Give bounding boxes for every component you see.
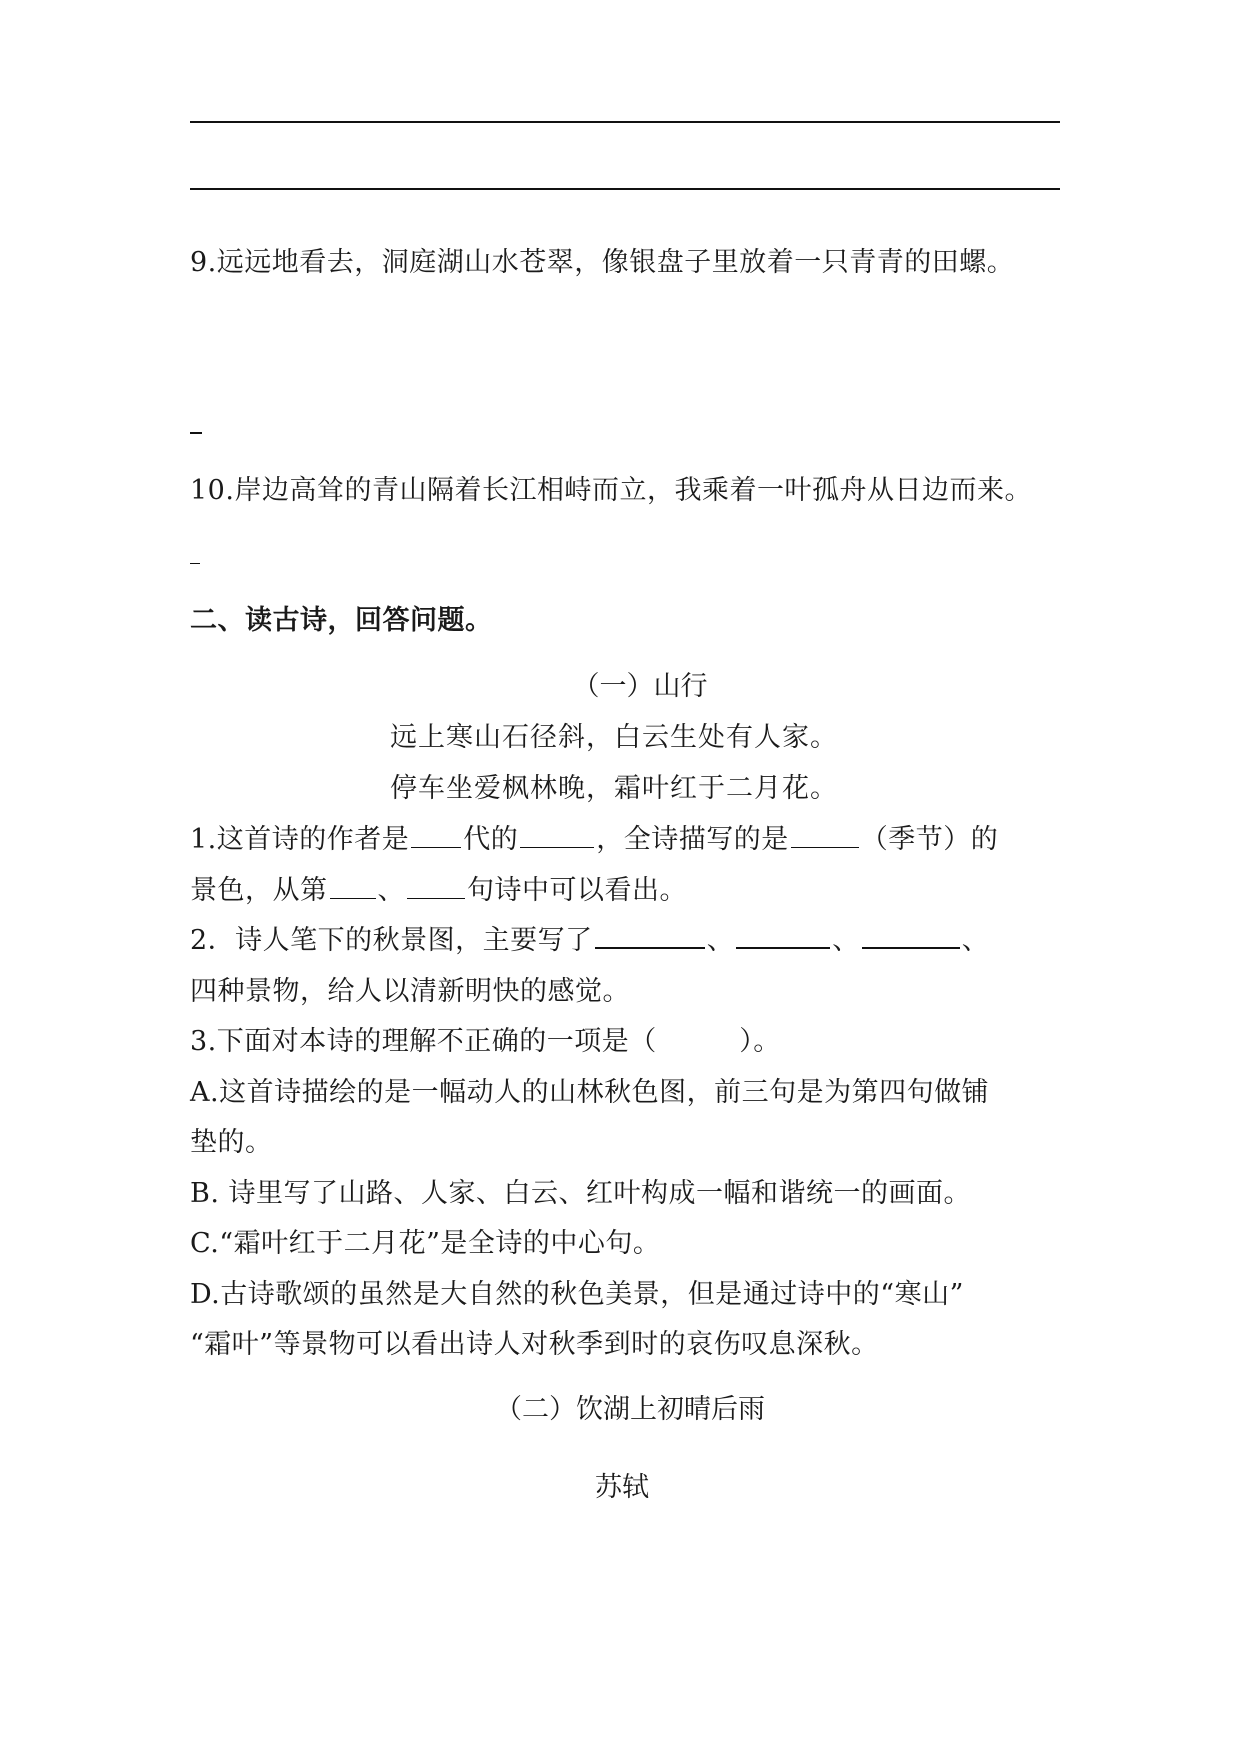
blank-line-num-2[interactable] bbox=[407, 872, 465, 899]
answer-dash-10 bbox=[190, 563, 200, 564]
option-c: C.“霜叶红于二月花”是全诗的中心句。 bbox=[190, 1228, 661, 1259]
option-d-line-2: “霜叶”等景物可以看出诗人对秋季到时的哀伤叹息深秋。 bbox=[190, 1329, 879, 1360]
q2-sep-2: 、 bbox=[832, 925, 860, 956]
blank-dynasty[interactable] bbox=[411, 821, 461, 848]
question-2-line-2: 四种景物，给人以清新明快的感觉。 bbox=[190, 976, 630, 1007]
blank-scenery-1[interactable] bbox=[595, 921, 705, 949]
blank-author[interactable] bbox=[520, 821, 594, 848]
poem-1-line-1: 远上寒山石径斜，白云生处有人家。 bbox=[390, 722, 838, 753]
question-3: 3.下面对本诗的理解不正确的一项是（ ）。 bbox=[190, 1026, 781, 1057]
option-d-line-1: D.古诗歌颂的虽然是大自然的秋色美景，但是通过诗中的“寒山” bbox=[190, 1279, 964, 1310]
q1-text-f: 、 bbox=[377, 875, 405, 906]
question-1-line-2 bbox=[190, 871, 687, 911]
poem-1-title: （一）山行 bbox=[572, 671, 708, 702]
q1-text-g: 句诗中可以看出。 bbox=[467, 875, 687, 906]
option-a-line-2: 垫的。 bbox=[190, 1127, 273, 1158]
question-2-line-1 bbox=[190, 921, 989, 961]
answer-line-2 bbox=[190, 188, 1060, 190]
q2-sep-1: 、 bbox=[706, 925, 735, 956]
question-10: 10.岸边高耸的青山隔着长江相峙而立，我乘着一叶孤舟从日边而来。 bbox=[190, 475, 1032, 506]
poem-2-author: 苏轼 bbox=[595, 1472, 649, 1503]
blank-scenery-3[interactable] bbox=[862, 921, 960, 949]
answer-dash-9 bbox=[190, 432, 202, 434]
question-1-line-1 bbox=[190, 820, 998, 860]
q1-text-e: 景色，从第 bbox=[190, 875, 328, 906]
blank-scenery-2[interactable] bbox=[736, 921, 830, 949]
q1-text-a: 1.这首诗的作者是 bbox=[190, 824, 410, 855]
q1-text-c: ，全诗描写的是 bbox=[596, 824, 789, 855]
question-9: 9.远远地看去，洞庭湖山水苍翠，像银盘子里放着一只青青的田螺。 bbox=[190, 247, 1015, 278]
q2-sep-3: 、 bbox=[961, 925, 990, 956]
q1-text-b: 代的 bbox=[463, 824, 519, 855]
q1-text-d: （季节）的 bbox=[860, 824, 999, 855]
blank-season[interactable] bbox=[791, 821, 859, 848]
section-2-title: 二、读古诗，回答问题。 bbox=[190, 605, 493, 636]
answer-line-1 bbox=[190, 121, 1060, 123]
option-b: B. 诗里写了山路、人家、白云、红叶构成一幅和谐统一的画面。 bbox=[190, 1178, 972, 1209]
poem-1-line-2: 停车坐爱枫林晚，霜叶红于二月花。 bbox=[390, 773, 838, 804]
blank-line-num-1[interactable] bbox=[330, 872, 376, 899]
option-a-line-1: A.这首诗描绘的是一幅动人的山林秋色图，前三句是为第四句做铺 bbox=[190, 1077, 990, 1108]
q2-text-a: 2．诗人笔下的秋景图，主要写了 bbox=[190, 925, 593, 956]
poem-2-title: （二）饮湖上初晴后雨 bbox=[495, 1394, 765, 1425]
